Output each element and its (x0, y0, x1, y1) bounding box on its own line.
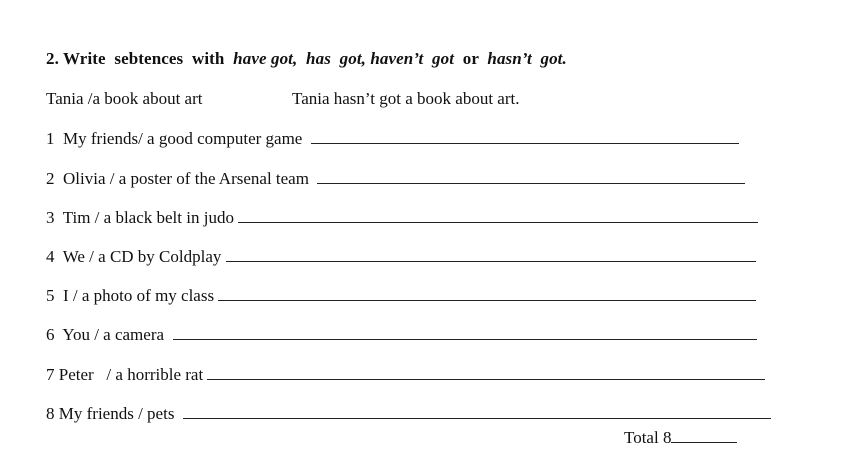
item-prompt: 6 You / a camera (46, 325, 173, 344)
form-has-got: has got, (306, 49, 366, 68)
total-score-blank[interactable] (671, 428, 737, 443)
form-hasnt-got: hasn’t got. (487, 49, 567, 68)
answer-blank[interactable] (183, 404, 771, 419)
answer-blank[interactable] (317, 169, 745, 184)
answer-blank[interactable] (218, 286, 756, 301)
form-havent-got: haven’t got (370, 49, 455, 68)
exercise-item-6 (46, 325, 757, 345)
item-prompt: 2 Olivia / a poster of the Arsenal team (46, 169, 318, 188)
answer-blank[interactable] (311, 129, 739, 144)
exercise-item-2 (46, 169, 745, 189)
answer-blank[interactable] (207, 365, 765, 380)
total-score (624, 428, 737, 448)
exercise-number: 2. (46, 49, 59, 68)
exercise-item-8 (46, 404, 771, 424)
exercise-item-7 (46, 365, 765, 385)
item-prompt: 7 Peter / a horrible rat (46, 365, 208, 384)
item-prompt: 1 My friends/ a good computer game (46, 129, 311, 148)
exercise-item-4 (46, 247, 756, 267)
answer-blank[interactable] (238, 208, 758, 223)
instruction-lead: Write sebtences with (63, 49, 225, 68)
exercise-item-3 (46, 208, 758, 228)
item-prompt: 8 My friends / pets (46, 404, 183, 423)
answer-blank[interactable] (173, 325, 757, 340)
total-label: Total 8 (624, 428, 672, 447)
item-prompt: 3 Tim / a black belt in judo (46, 208, 239, 227)
answer-blank[interactable] (226, 247, 756, 262)
exercise-heading (46, 49, 567, 69)
item-prompt: 5 I / a photo of my class (46, 286, 219, 305)
example-prompt: Tania /a book about art (46, 89, 203, 108)
example-answer: Tania hasn’t got a book about art. (292, 89, 520, 108)
exercise-item-5 (46, 286, 756, 306)
item-prompt: 4 We / a CD by Coldplay (46, 247, 226, 266)
form-have-got: have got, (233, 49, 298, 68)
exercise-item-1 (46, 129, 739, 149)
instruction-joiner: or (462, 49, 479, 68)
